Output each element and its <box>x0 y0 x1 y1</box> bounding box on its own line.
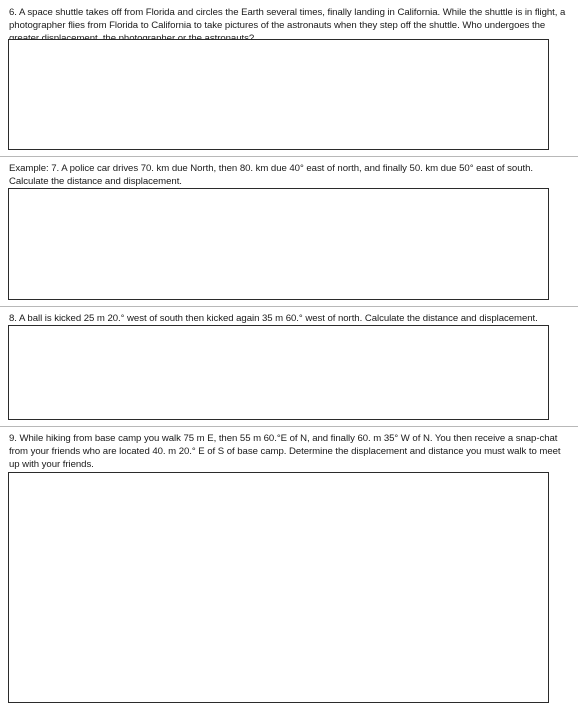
question-7-text: Example: 7. A police car drives 70. km due North, then 80. km due 40° east of north, and finally 50. km due 50° east of south. Calculate the distance and displacement. <box>9 163 533 188</box>
answer-box-6[interactable] <box>8 39 549 150</box>
question-9-text: 9. While hiking from base camp you walk 75 m E, then 55 m 60.°E of N, and finally 60. m 35° W of N. You then receive a snap-chat from your friends who are located 40. m 20.° E of S of base camp. Determine the displacement and distance you must walk to meet up with your friends. <box>9 433 561 471</box>
section-divider <box>0 306 578 307</box>
section-divider <box>0 426 578 427</box>
question-6-text: 6. A space shuttle takes off from Florida and circles the Earth several times, finally landing in California. While the shuttle is in flight, a photographer flies from Florida to California to take pictures of the astronauts when they step off the shuttle. Who undergoes the <box>9 7 566 32</box>
answer-box-8[interactable] <box>8 325 549 420</box>
section-divider <box>0 156 578 157</box>
answer-box-7[interactable] <box>8 188 549 300</box>
answer-box-9[interactable] <box>8 472 549 703</box>
question-8-text: 8. A ball is kicked 25 m 20.° west of south then kicked again 35 m 60.° west of north. Calculate the distance and displacement. <box>9 313 538 324</box>
